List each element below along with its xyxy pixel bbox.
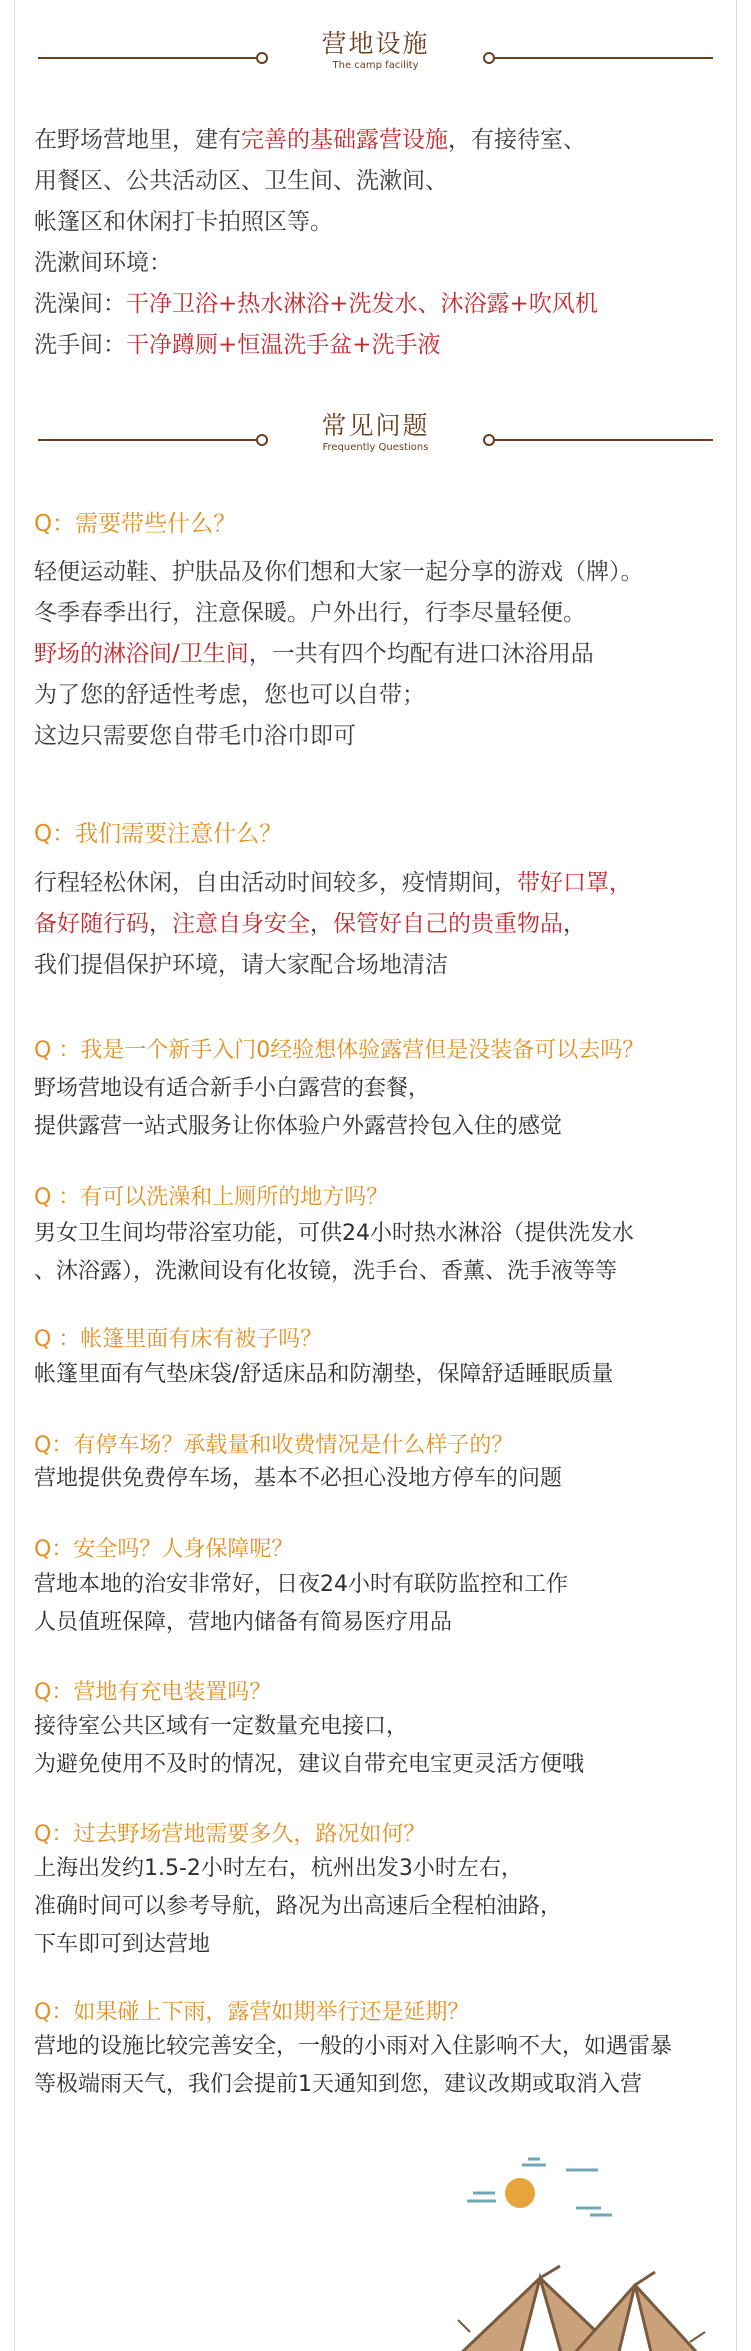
faq-question: Q：营地有充电装置吗？	[34, 1680, 272, 1705]
tent-icon	[458, 2266, 705, 2351]
section-title: 常见问题	[321, 411, 430, 440]
faq-answer: 营地本地的治安非常好，日夜24小时有联防监控和工作 人员值班保障，营地内储备有简易医疗用品	[34, 1572, 568, 1635]
faq-question: Q：有停车场？承载量和收费情况是什么样子的？	[34, 1433, 514, 1458]
washroom-line: 洗手间：干净蹲厕+恒温洗手盆+洗手液	[34, 332, 441, 358]
faq-answer: 帐篷里面有气垫床袋/舒适床品和防潮垫，保障舒适睡眠质量	[34, 1362, 614, 1387]
section-header-faq	[0, 402, 751, 462]
cloud-icon	[467, 2159, 612, 2215]
highlight-text: 完善的基础露营设施	[241, 127, 448, 153]
faq-answer: 野场营地设有适合新手小白露营的套餐， 提供露营一站式服务让你体验户外露营拎包入住的感觉	[34, 1076, 563, 1139]
faq-question: Q：安全吗？人身保障呢？	[34, 1537, 294, 1562]
faq-answer: 营地提供免费停车场，基本不必担心没地方停车的问题	[34, 1466, 563, 1491]
intro-line: 用餐区、公共活动区、卫生间、洗漱间、	[34, 168, 448, 194]
section-subtitle: The camp facility	[332, 60, 419, 71]
facility-intro	[34, 120, 724, 366]
faq-question: Q ：我是一个新手入门0经验想体验露营但是没装备可以去吗？	[34, 1038, 645, 1063]
section-title: 营地设施	[321, 29, 430, 58]
section-subtitle: Frequently Questions	[322, 442, 429, 453]
faq-question: Q ：有可以洗澡和上厕所的地方吗？	[34, 1185, 389, 1210]
faq-answer: 接待室公共区域有一定数量充电接口， 为避免使用不及时的情况，建议自带充电宝更灵活方便哦	[34, 1714, 585, 1777]
faq-answer: 行程轻松休闲，自由活动时间较多，疫情期间，带好口罩， 备好随行码，注意自身安全，保管好自己的贵重物品， 我们提倡保护环境，请大家配合场地清洁	[34, 870, 632, 978]
intro-line: 帐篷区和休闲打卡拍照区等。	[34, 209, 333, 235]
intro-line: 洗漱间环境：	[34, 250, 172, 276]
faq-answer: 男女卫生间均带浴室功能，可供24小时热水淋浴（提供洗发水 、沐浴露），洗漱间设有化妆镜，洗手台、香薰、洗手液等等	[34, 1221, 634, 1284]
section-header-facility	[0, 20, 751, 80]
faq-question: Q ：帐篷里面有床有被子吗？	[34, 1327, 323, 1352]
sun-icon	[505, 2178, 535, 2208]
shower-room-line: 洗澡间：干净卫浴+热水淋浴+洗发水、沐浴露+吹风机	[34, 291, 598, 317]
faq-question: Q：过去野场营地需要多久，路况如何？	[34, 1822, 426, 1847]
faq-question: Q：需要带些什么？	[34, 511, 237, 537]
intro-line: 在野场营地里，建有完善的基础露营设施，有接待室、	[34, 127, 586, 153]
faq-answer: 上海出发约1.5-2小时左右，杭州出发3小时左右， 准确时间可以参考导航，路况为出高速后全程柏油路， 下车即可到达营地	[34, 1856, 563, 1957]
faq-question: Q：我们需要注意什么？	[34, 821, 283, 847]
camp-illustration	[0, 2120, 751, 2351]
faq-question: Q：如果碰上下雨，露营如期举行还是延期？	[34, 2000, 470, 2025]
faq-answer: 营地的设施比较完善安全，一般的小雨对入住影响不大，如遇雷暴 等极端雨天气，我们会提前1天通知到您，建议改期或取消入营	[34, 2034, 673, 2097]
faq-answer: 轻便运动鞋、护肤品及你们想和大家一起分享的游戏（牌）。 冬季春季出行，注意保暖。户外出行，行李尽量轻便。 野场的淋浴间/卫生间，一共有四个均配有进口沐浴用品 为了您的舒适性考虑，您也可以自带； 这边只需要您自带毛巾浴巾即可	[34, 559, 644, 749]
